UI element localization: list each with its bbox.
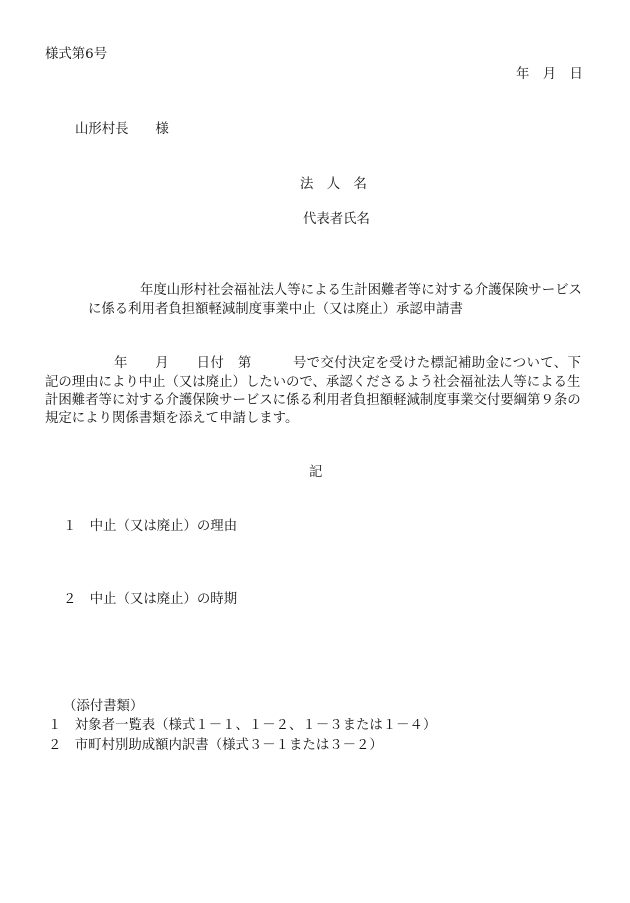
item-number: １ [63, 519, 77, 534]
ki-heading: 記 [309, 465, 323, 480]
body-line-1: 年 月 日付 第 号で交付決定を受けた標記補助金について、下 [114, 356, 582, 371]
representative-name-label: 代表者氏名 [303, 212, 370, 227]
date-line: 年 月 日 [516, 67, 583, 82]
item-timing [63, 592, 237, 608]
form-number: 様式第6号 [45, 47, 108, 62]
corporation-name-label: 法 人 名 [300, 177, 367, 192]
body-line-2: 記の理由により中止（又は廃止）したいので、承認くださるよう社会福祉法人等による生 [45, 375, 581, 390]
item-reason [63, 519, 237, 535]
document-title-line-1: 年度山形村社会福祉法人等による生計困難者等に対する介護保険サービス [140, 283, 582, 298]
attachment-text: 対象者一覧表（様式１－１、１－２、１－３または１－４） [74, 718, 437, 733]
item-text: 中止（又は廃止）の時期 [89, 592, 238, 607]
body-line-4: 規定により関係書類を添えて申請します。 [45, 411, 299, 426]
attachment-item [48, 738, 383, 754]
attachment-text: 市町村別助成額内訳書（様式３－１または３－２） [74, 738, 383, 753]
attachment-item [48, 718, 436, 734]
attachment-number: ２ [48, 738, 62, 753]
attachments-heading: （添付書類） [63, 699, 144, 714]
item-number: ２ [63, 592, 77, 607]
addressee: 山形村長 様 [75, 122, 169, 137]
attachment-number: １ [48, 718, 62, 733]
body-line-3: 計困難者等に対する介護保険サービスに係る利用者負担額軽減制度事業交付要綱第９条の [45, 393, 581, 408]
document-title-line-2: に係る利用者負担額軽減制度事業中止（又は廃止）承認申請書 [88, 302, 463, 317]
item-text: 中止（又は廃止）の理由 [89, 519, 238, 534]
